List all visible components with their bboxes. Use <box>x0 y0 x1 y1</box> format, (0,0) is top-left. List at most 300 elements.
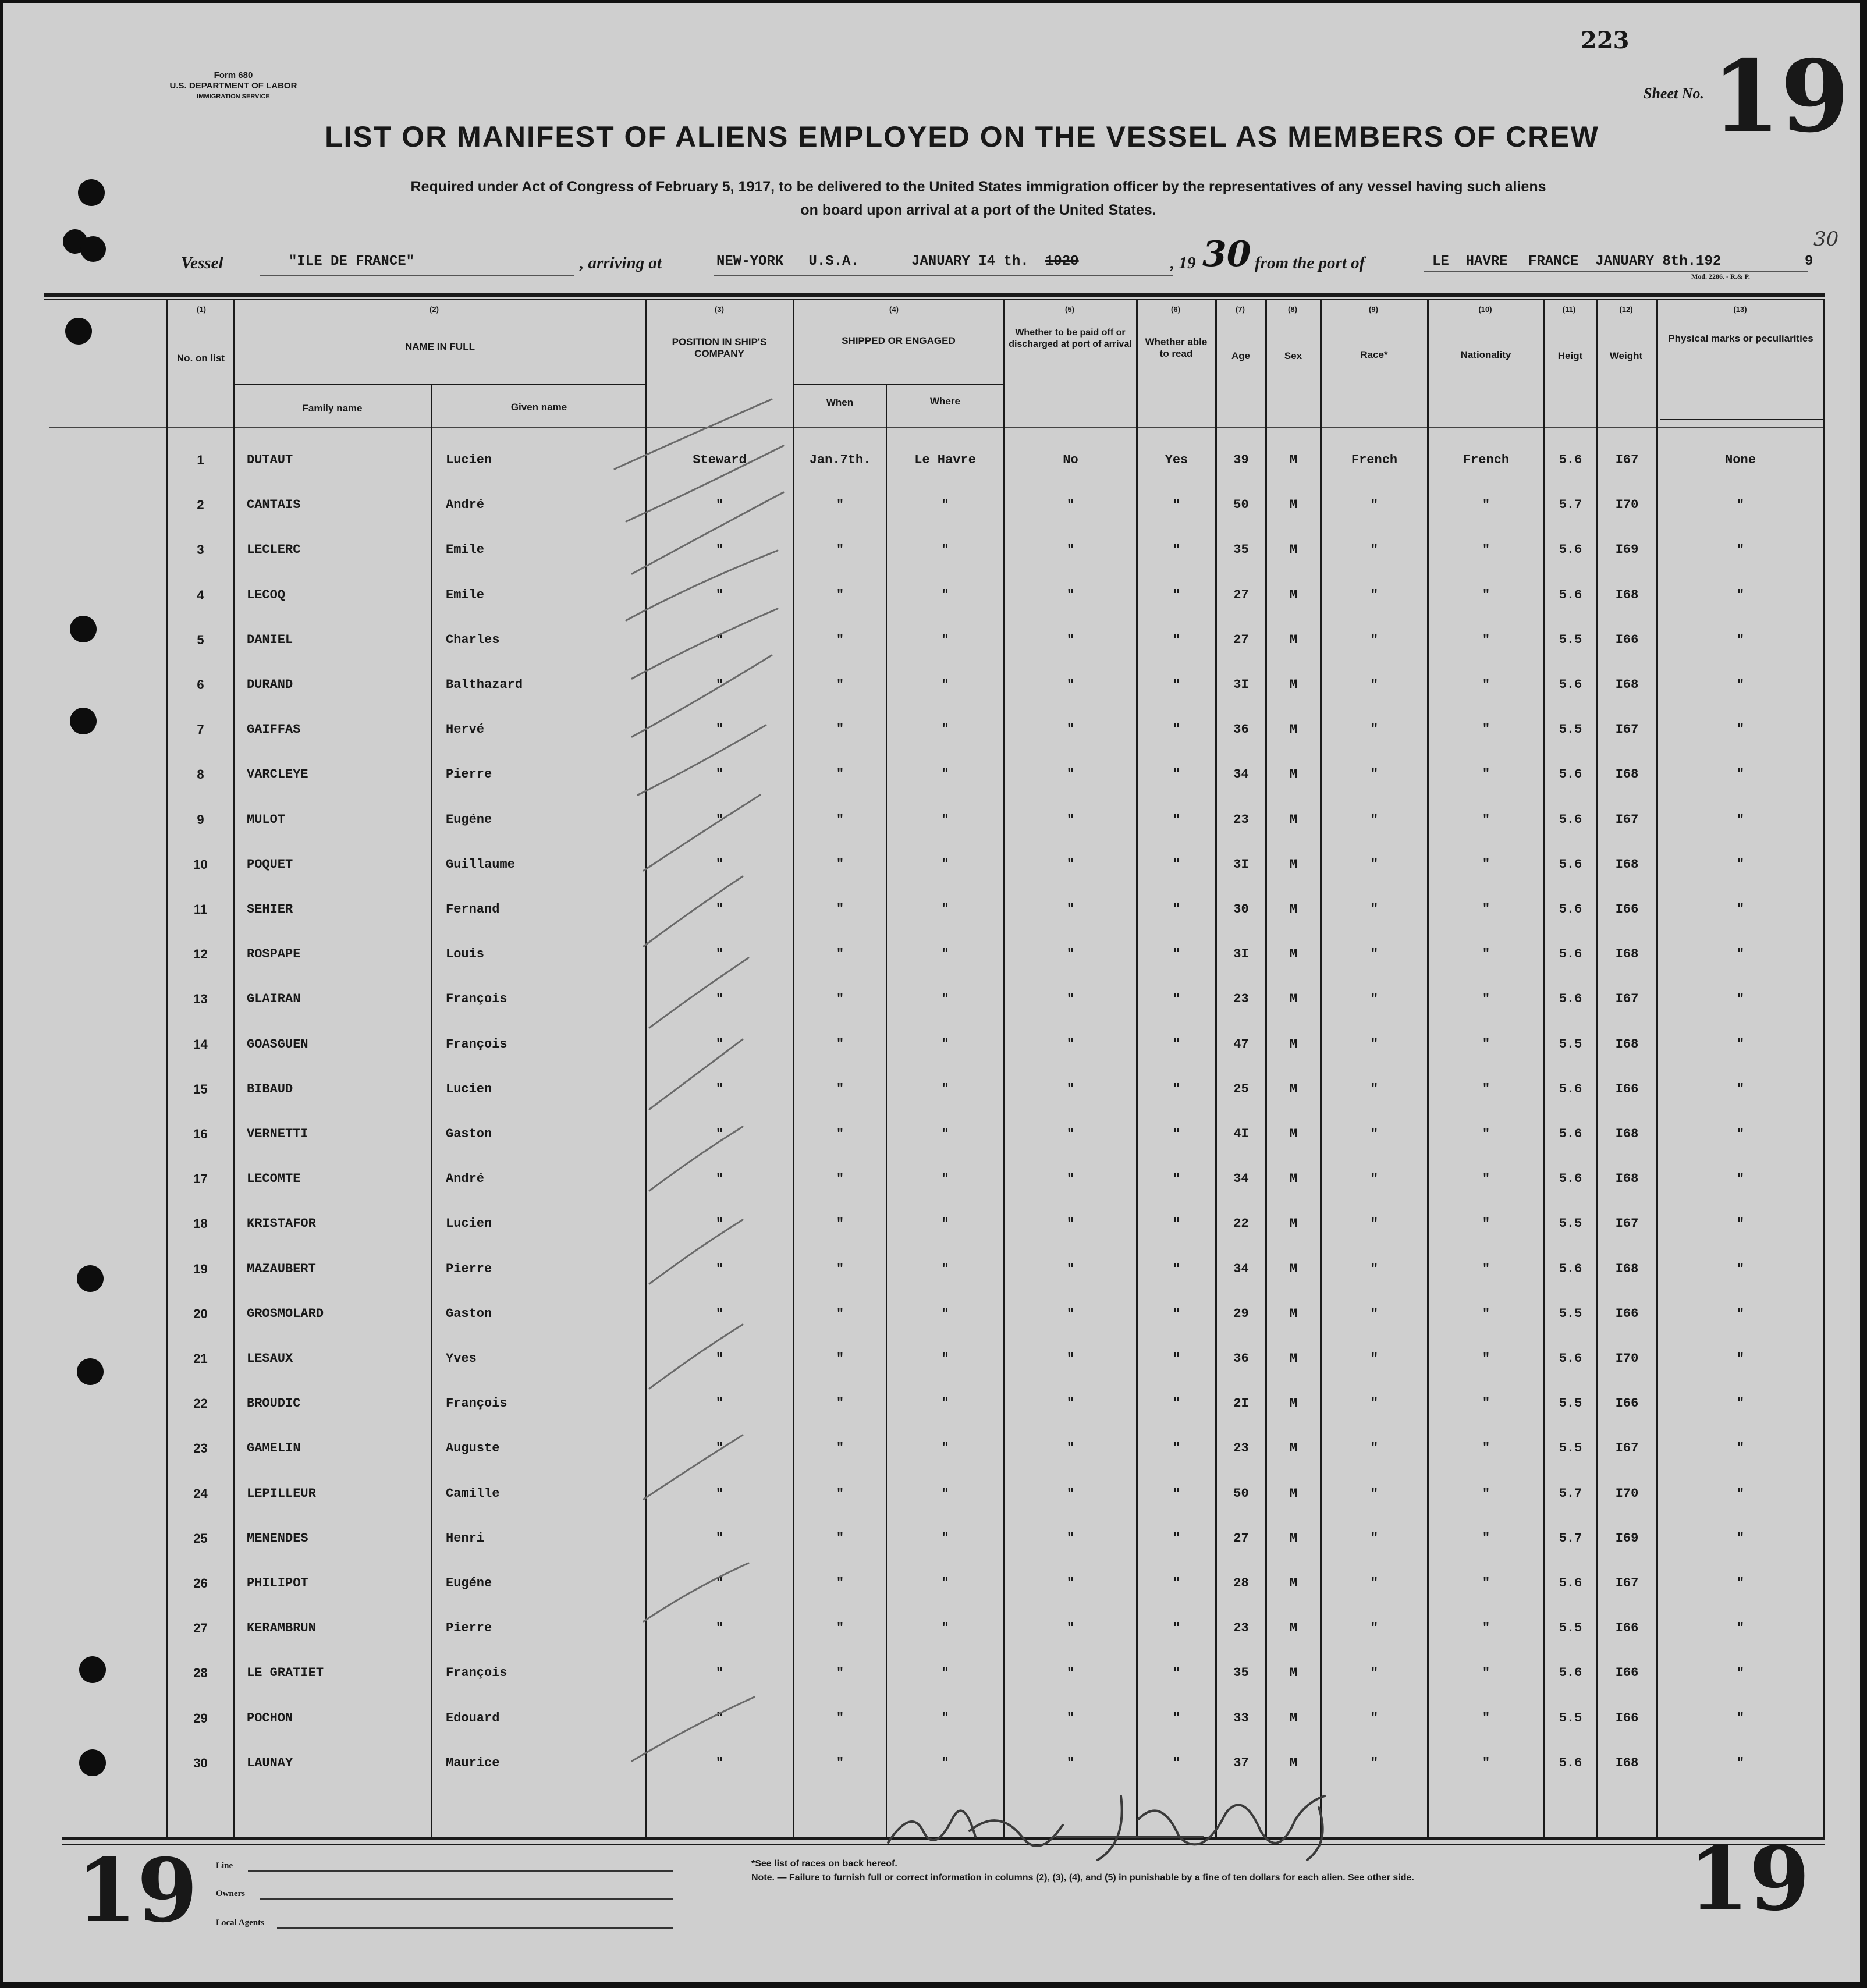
physical-marks-cell: " <box>1736 1666 1745 1680</box>
age-cell: 28 <box>1233 1576 1249 1591</box>
race-cell: " <box>1370 1262 1379 1276</box>
family-name-cell: SEHIER <box>247 902 293 917</box>
able-to-read-cell: " <box>1172 992 1181 1006</box>
col-rule <box>1215 300 1217 1837</box>
shipped-where-cell: " <box>941 1576 949 1591</box>
race-cell: " <box>1370 1216 1379 1231</box>
weight-cell: I66 <box>1615 1711 1639 1726</box>
weight-cell: I68 <box>1615 1172 1639 1186</box>
age-cell: 33 <box>1233 1711 1249 1726</box>
shipped-when-cell: " <box>836 1621 844 1635</box>
position-cell: " <box>715 1756 724 1770</box>
shipped-when-cell: " <box>836 1441 844 1456</box>
age-cell: 37 <box>1233 1756 1249 1770</box>
given-name-cell: André <box>446 1172 485 1186</box>
weight-cell: I70 <box>1615 1351 1639 1366</box>
punch-hole <box>70 708 97 734</box>
family-name-cell: KERAMBRUN <box>247 1621 316 1635</box>
family-name-cell: LAUNAY <box>247 1756 293 1770</box>
age-cell: 30 <box>1233 902 1249 917</box>
shipped-where-cell: " <box>941 677 949 692</box>
nationality-cell: " <box>1482 1127 1490 1141</box>
column-number: (10) <box>1478 305 1492 314</box>
race-cell: " <box>1370 1396 1379 1411</box>
race-cell: " <box>1370 677 1379 692</box>
given-name-cell: François <box>446 1037 507 1052</box>
race-cell: " <box>1370 1082 1379 1096</box>
race-cell: " <box>1370 542 1379 557</box>
weight-cell: I66 <box>1615 1396 1639 1411</box>
sex-cell: M <box>1289 1307 1298 1321</box>
shipped-when-cell: " <box>836 1351 844 1366</box>
year-handwritten: 30 <box>1202 234 1251 275</box>
race-cell: " <box>1370 1441 1379 1456</box>
service-name: IMMIGRATION SERVICE <box>197 93 270 100</box>
able-to-read-cell: " <box>1172 1127 1181 1141</box>
position-cell: " <box>715 588 724 602</box>
weight-cell: I68 <box>1615 767 1639 782</box>
paid-off-cell: " <box>1066 902 1075 917</box>
shipped-where-cell: " <box>941 588 949 602</box>
nationality-cell: " <box>1482 1756 1490 1770</box>
able-to-read-cell: " <box>1172 1262 1181 1276</box>
paid-off-cell: " <box>1066 1531 1075 1546</box>
departure-year-handwritten: 30 <box>1813 228 1839 251</box>
paid-off-cell: " <box>1066 1486 1075 1501</box>
physical-marks-cell: " <box>1736 633 1745 647</box>
vessel-underline <box>260 275 574 276</box>
family-name-cell: ROSPAPE <box>247 947 301 961</box>
punch-hole <box>65 318 92 345</box>
shipped-where-cell: " <box>941 1441 949 1456</box>
race-cell: " <box>1370 812 1379 827</box>
given-name-cell: Emile <box>446 588 485 602</box>
family-name-cell: MULOT <box>247 812 286 827</box>
height-cell: 5.6 <box>1559 677 1582 692</box>
nationality-cell: " <box>1482 1262 1490 1276</box>
race-cell: " <box>1370 1127 1379 1141</box>
row-number: 21 <box>193 1351 208 1366</box>
age-cell: 29 <box>1233 1307 1249 1321</box>
shipped-when-cell: " <box>836 1127 844 1141</box>
col-header-weight: Weight <box>1609 350 1643 361</box>
sheet-number-bottom-left: 19 <box>76 1840 198 1942</box>
age-cell: 27 <box>1233 588 1249 602</box>
family-name-cell: GAIFFAS <box>247 722 301 737</box>
nationality-cell: " <box>1482 1531 1490 1546</box>
family-name-cell: LESAUX <box>247 1351 293 1366</box>
height-cell: 5.5 <box>1559 1216 1582 1231</box>
local-agents-label: Local Agents <box>216 1918 264 1927</box>
physical-marks-cell: " <box>1736 902 1745 917</box>
sex-cell: M <box>1289 1172 1298 1186</box>
given-name-cell: Pierre <box>446 1621 492 1635</box>
col-header-height: Heigt <box>1557 350 1583 361</box>
physical-marks-cell: " <box>1736 1621 1745 1635</box>
row-number: 9 <box>197 812 204 827</box>
shipped-where-cell: " <box>941 812 949 827</box>
sex-cell: M <box>1289 1037 1298 1052</box>
position-cell: " <box>715 677 724 692</box>
weight-cell: I68 <box>1615 1127 1639 1141</box>
row-number: 27 <box>193 1621 208 1635</box>
given-name-cell: Pierre <box>446 767 492 782</box>
row-number: 11 <box>193 902 208 917</box>
paid-off-cell: " <box>1066 1037 1075 1052</box>
departure-year-typed: 9 <box>1805 254 1813 269</box>
row-number: 10 <box>193 857 208 872</box>
age-cell: 36 <box>1233 1351 1249 1366</box>
arrival-date: JANUARY I4 th. <box>911 254 1029 269</box>
sex-cell: M <box>1289 1486 1298 1501</box>
sex-cell: M <box>1289 1756 1298 1770</box>
weight-cell: I66 <box>1615 1307 1639 1321</box>
age-cell: 47 <box>1233 1037 1249 1052</box>
able-to-read-cell: " <box>1172 722 1181 737</box>
col-header-race: Race* <box>1360 349 1388 360</box>
shipped-when-cell: " <box>836 857 844 872</box>
paid-off-cell: " <box>1066 1351 1075 1366</box>
family-name-cell: CANTAIS <box>247 498 301 512</box>
shipped-where-cell: Le Havre <box>914 453 976 467</box>
race-cell: " <box>1370 588 1379 602</box>
able-to-read-cell: " <box>1172 1531 1181 1546</box>
given-name-cell: Lucien <box>446 1082 492 1096</box>
physical-marks-cell: " <box>1736 1037 1745 1052</box>
paid-off-cell: " <box>1066 1441 1075 1456</box>
row-number: 28 <box>193 1666 208 1680</box>
nationality-cell: " <box>1482 1621 1490 1635</box>
position-cell: " <box>715 1216 724 1231</box>
position-cell: " <box>715 498 724 512</box>
paid-off-cell: " <box>1066 677 1075 692</box>
sex-cell: M <box>1289 542 1298 557</box>
col-header-nationality: Nationality <box>1460 349 1511 360</box>
paid-off-cell: " <box>1066 588 1075 602</box>
able-to-read-cell: " <box>1172 1621 1181 1635</box>
race-cell: " <box>1370 947 1379 961</box>
physical-marks-cell: " <box>1736 1307 1745 1321</box>
able-to-read-cell: " <box>1172 588 1181 602</box>
row-number: 3 <box>197 542 204 557</box>
owners-label: Owners <box>216 1889 245 1898</box>
shipped-where-cell: " <box>941 1486 949 1501</box>
sex-cell: M <box>1289 1576 1298 1591</box>
weight-cell: I68 <box>1615 588 1639 602</box>
sex-cell: M <box>1289 498 1298 512</box>
position-cell: " <box>715 1666 724 1680</box>
column-number: (2) <box>430 305 439 314</box>
row-number: 17 <box>193 1172 208 1186</box>
weight-cell: I66 <box>1615 1666 1639 1680</box>
height-cell: 5.6 <box>1559 1082 1582 1096</box>
age-cell: 27 <box>1233 1531 1249 1546</box>
shipped-when-cell: " <box>836 992 844 1006</box>
weight-cell: I70 <box>1615 498 1639 512</box>
shipped-when-cell: " <box>836 1576 844 1591</box>
shipped-when-cell: " <box>836 677 844 692</box>
row-number: 7 <box>197 722 204 737</box>
physical-marks-cell: " <box>1736 1396 1745 1411</box>
age-cell: 34 <box>1233 1262 1249 1276</box>
paid-off-cell: " <box>1066 992 1075 1006</box>
paid-off-cell: " <box>1066 1216 1075 1231</box>
vessel-label: Vessel <box>181 254 223 272</box>
column-number: (11) <box>1562 305 1576 314</box>
age-cell: 50 <box>1233 498 1249 512</box>
able-to-read-cell: " <box>1172 1441 1181 1456</box>
able-to-read-cell: " <box>1172 1216 1181 1231</box>
race-cell: " <box>1370 857 1379 872</box>
position-cell: " <box>715 1127 724 1141</box>
able-to-read-cell: " <box>1172 1351 1181 1366</box>
race-cell: " <box>1370 1172 1379 1186</box>
family-name-cell: VARCLEYE <box>247 767 308 782</box>
nationality-cell: " <box>1482 1711 1490 1726</box>
given-name-cell: Charles <box>446 633 500 647</box>
height-cell: 5.5 <box>1559 1396 1582 1411</box>
able-to-read-cell: " <box>1172 1711 1181 1726</box>
physical-marks-cell: " <box>1736 1486 1745 1501</box>
given-name-cell: Lucien <box>446 1216 492 1231</box>
age-cell: 50 <box>1233 1486 1249 1501</box>
position-cell: Steward <box>693 453 747 467</box>
nationality-cell: " <box>1482 633 1490 647</box>
race-cell: " <box>1370 1666 1379 1680</box>
row-number: 26 <box>193 1576 208 1591</box>
weight-cell: I70 <box>1615 1486 1639 1501</box>
physical-marks-cell: " <box>1736 1756 1745 1770</box>
row-number: 24 <box>193 1486 208 1501</box>
col-rule <box>1320 300 1322 1837</box>
col-rule <box>1427 300 1429 1837</box>
given-name-cell: François <box>446 1396 507 1411</box>
physical-marks-cell: " <box>1736 947 1745 961</box>
family-name-cell: PHILIPOT <box>247 1576 308 1591</box>
family-name-cell: BROUDIC <box>247 1396 301 1411</box>
nationality-cell: " <box>1482 1037 1490 1052</box>
position-cell: " <box>715 1396 724 1411</box>
nationality-cell: " <box>1482 722 1490 737</box>
paid-off-cell: " <box>1066 1621 1075 1635</box>
race-footnote: *See list of races on back hereof. <box>751 1859 897 1869</box>
sex-cell: M <box>1289 1127 1298 1141</box>
weight-cell: I67 <box>1615 453 1639 467</box>
physical-marks-cell: " <box>1736 1711 1745 1726</box>
punch-hole <box>77 1358 104 1385</box>
vessel-name: "ILE DE FRANCE" <box>289 254 415 269</box>
paid-off-cell: " <box>1066 947 1075 961</box>
col-rule <box>1003 300 1005 1837</box>
weight-cell: I67 <box>1615 1216 1639 1231</box>
family-name-cell: GOASGUEN <box>247 1037 308 1052</box>
height-cell: 5.6 <box>1559 588 1582 602</box>
position-cell: " <box>715 1082 724 1096</box>
able-to-read-cell: " <box>1172 767 1181 782</box>
col-rule <box>1265 300 1267 1837</box>
sex-cell: M <box>1289 812 1298 827</box>
nationality-cell: " <box>1482 1576 1490 1591</box>
sex-cell: M <box>1289 1666 1298 1680</box>
shipped-where-cell: " <box>941 1127 949 1141</box>
age-cell: 22 <box>1233 1216 1249 1231</box>
weight-cell: I68 <box>1615 677 1639 692</box>
paid-off-cell: " <box>1066 722 1075 737</box>
shipped-where-cell: " <box>941 1037 949 1052</box>
shipped-when-cell: " <box>836 902 844 917</box>
given-name-cell: Maurice <box>446 1756 500 1770</box>
age-cell: 34 <box>1233 767 1249 782</box>
able-to-read-cell: " <box>1172 1037 1181 1052</box>
race-cell: " <box>1370 1711 1379 1726</box>
sex-cell: M <box>1289 1262 1298 1276</box>
row-number: 12 <box>193 947 208 961</box>
col-header-given: Given name <box>510 402 567 413</box>
row-number: 22 <box>193 1396 208 1411</box>
shipped-where-cell: " <box>941 1531 949 1546</box>
weight-cell: I66 <box>1615 1082 1639 1096</box>
able-to-read-cell: " <box>1172 857 1181 872</box>
shipped-where-cell: " <box>941 1262 949 1276</box>
given-name-cell: Emile <box>446 542 485 557</box>
nationality-cell: " <box>1482 992 1490 1006</box>
paid-off-cell: " <box>1066 857 1075 872</box>
row-number: 25 <box>193 1531 208 1546</box>
family-name-cell: GROSMOLARD <box>247 1307 324 1321</box>
col-header-sex: Sex <box>1284 350 1302 361</box>
row-number: 5 <box>197 633 204 647</box>
shipped-when-cell: " <box>836 767 844 782</box>
from-port-label: from the port of <box>1255 254 1365 272</box>
family-name-cell: DUTAUT <box>247 453 293 467</box>
paid-off-cell: " <box>1066 1756 1075 1770</box>
race-cell: " <box>1370 1576 1379 1591</box>
page-title: LIST OR MANIFEST OF ALIENS EMPLOYED ON THE VESSEL AS MEMBERS OF CREW <box>325 120 1599 153</box>
nationality-cell: " <box>1482 498 1490 512</box>
arriving-underline <box>714 275 1173 276</box>
physical-marks-cell: " <box>1736 1127 1745 1141</box>
col-rule <box>1136 300 1138 1837</box>
height-cell: 5.7 <box>1559 498 1582 512</box>
height-cell: 5.6 <box>1559 767 1582 782</box>
pencil-check-marks <box>609 376 807 1808</box>
departure-port: LE HAVRE <box>1432 254 1508 269</box>
able-to-read-cell: " <box>1172 498 1181 512</box>
height-cell: 5.6 <box>1559 812 1582 827</box>
nationality-cell: " <box>1482 1441 1490 1456</box>
height-cell: 5.6 <box>1559 1172 1582 1186</box>
weight-cell: I67 <box>1615 812 1639 827</box>
given-name-cell: Louis <box>446 947 485 961</box>
shipped-when-cell: " <box>836 1756 844 1770</box>
paid-off-cell: " <box>1066 767 1075 782</box>
able-to-read-cell: Yes <box>1165 453 1188 467</box>
department-name: U.S. DEPARTMENT OF LABOR <box>169 81 297 91</box>
height-cell: 5.5 <box>1559 633 1582 647</box>
age-cell: 34 <box>1233 1172 1249 1186</box>
col-header-family: Family name <box>302 403 363 414</box>
punch-hole <box>70 616 97 642</box>
able-to-read-cell: " <box>1172 633 1181 647</box>
shipped-when-cell: " <box>836 1037 844 1052</box>
shipped-where-cell: " <box>941 1756 949 1770</box>
punch-hole <box>77 1265 104 1292</box>
form-id-block <box>129 70 338 102</box>
able-to-read-cell: " <box>1172 1307 1181 1321</box>
family-name-cell: MAZAUBERT <box>247 1262 316 1276</box>
shipped-where-cell: " <box>941 1621 949 1635</box>
physical-marks-cell: " <box>1736 1082 1745 1096</box>
paid-off-cell: " <box>1066 812 1075 827</box>
given-name-cell: François <box>446 1666 507 1680</box>
race-cell: " <box>1370 1486 1379 1501</box>
race-cell: " <box>1370 498 1379 512</box>
given-name-cell: Eugéne <box>446 1576 492 1591</box>
able-to-read-cell: " <box>1172 1486 1181 1501</box>
column-number: (1) <box>197 305 206 314</box>
col-header-age: Age <box>1231 350 1251 361</box>
departure-country-date: FRANCE JANUARY 8th.192 <box>1528 254 1722 269</box>
col-header-when: When <box>826 397 854 408</box>
subtitle-line-1: Required under Act of Congress of February 5, 1917, to be delivered to the United States immigration officer by the representatives of any vessel having such aliens <box>410 179 1546 195</box>
given-name-cell: Gaston <box>446 1127 492 1141</box>
given-name-cell: Camille <box>446 1486 500 1501</box>
shipped-when-cell: " <box>836 498 844 512</box>
row-number: 1 <box>197 453 204 467</box>
nationality-cell: " <box>1482 588 1490 602</box>
position-cell: " <box>715 902 724 917</box>
family-name-cell: LECOQ <box>247 588 286 602</box>
page-subtitle <box>155 175 1802 222</box>
col-header-read: Whether able to read <box>1145 336 1208 359</box>
shipped-when-cell: " <box>836 1486 844 1501</box>
physical-marks-cell: " <box>1736 722 1745 737</box>
col-header-paid-off: Whether to be paid off or discharged at port of arrival <box>1009 328 1132 349</box>
sex-cell: M <box>1289 1351 1298 1366</box>
race-cell: " <box>1370 722 1379 737</box>
weight-cell: I66 <box>1615 1621 1639 1635</box>
col-rule <box>431 384 432 1837</box>
sheet-label: Sheet No. <box>1644 85 1704 102</box>
able-to-read-cell: " <box>1172 677 1181 692</box>
given-name-cell: Hervé <box>446 722 485 737</box>
nationality-cell: " <box>1482 1396 1490 1411</box>
col-rule <box>1823 300 1825 1837</box>
column-number: (12) <box>1619 305 1633 314</box>
physical-marks-cell: " <box>1736 588 1745 602</box>
port-underline <box>1424 271 1808 272</box>
family-name-cell: BIBAUD <box>247 1082 293 1096</box>
sex-cell: M <box>1289 1531 1298 1546</box>
given-name-cell: Auguste <box>446 1441 500 1456</box>
position-cell: " <box>715 633 724 647</box>
weight-cell: I68 <box>1615 857 1639 872</box>
shipped-where-cell: " <box>941 1396 949 1411</box>
struck-year: 1929 <box>1045 254 1079 269</box>
family-name-cell: VERNETTI <box>247 1127 308 1141</box>
position-cell: " <box>715 1576 724 1591</box>
shipped-where-cell: " <box>941 1172 949 1186</box>
column-number: (4) <box>889 305 899 314</box>
sex-cell: M <box>1289 677 1298 692</box>
column-number: (13) <box>1733 305 1747 314</box>
nationality-cell: " <box>1482 1307 1490 1321</box>
height-cell: 5.7 <box>1559 1531 1582 1546</box>
family-name-cell: LECLERC <box>247 542 301 557</box>
row-number: 18 <box>193 1216 208 1231</box>
paid-off-cell: " <box>1066 1172 1075 1186</box>
height-cell: 5.6 <box>1559 992 1582 1006</box>
